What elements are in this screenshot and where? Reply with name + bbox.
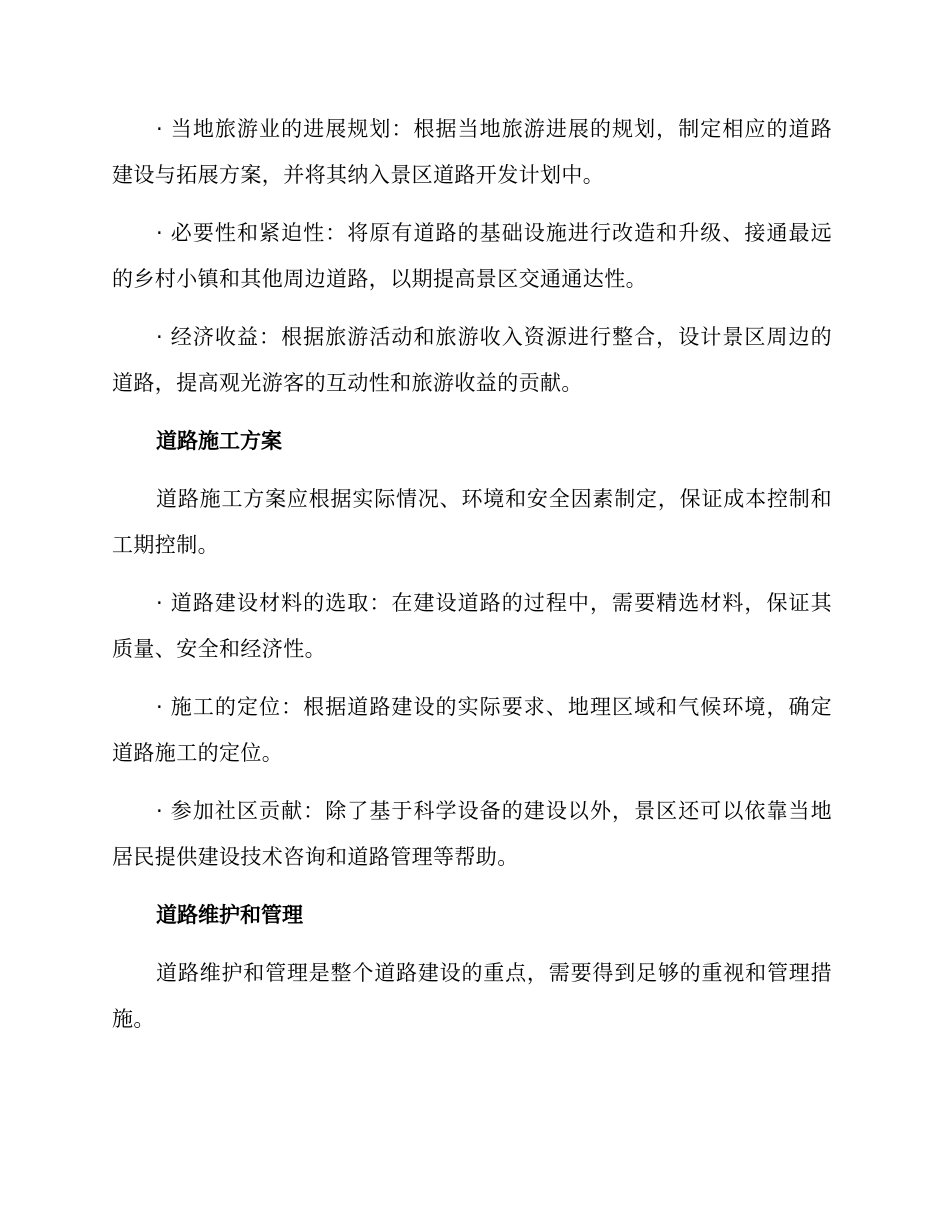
- bullet-paragraph-community-contribution: · 参加社区贡献：除了基于科学设备的建设以外，景区还可以依靠当地居民提供建设技术咨询和道路管理等帮助。: [112, 799, 832, 869]
- paragraph-maintenance-intro: 道路维护和管理是整个道路建设的重点，需要得到足够的重视和管理措施。: [112, 961, 832, 1031]
- document-page: [112, 106, 832, 1054]
- section-heading-construction-plan: 道路施工方案: [156, 429, 282, 453]
- bullet-paragraph-tourism-planning: · 当地旅游业的进展规划：根据当地旅游进展的规划，制定相应的道路建设与拓展方案，并将其纳入景区道路开发计划中。: [112, 117, 832, 187]
- bullet-paragraph-construction-positioning: · 施工的定位：根据道路建设的实际要求、地理区域和气候环境，确定道路施工的定位。: [112, 695, 832, 765]
- bullet-paragraph-economic-benefit: · 经济收益：根据旅游活动和旅游收入资源进行整合，设计景区周边的道路，提高观光游客的互动性和旅游收益的贡献。: [112, 325, 832, 395]
- bullet-paragraph-materials-selection: · 道路建设材料的选取：在建设道路的过程中，需要精选材料，保证其质量、安全和经济性。: [112, 591, 832, 661]
- section-heading-maintenance-management: 道路维护和管理: [156, 903, 303, 927]
- bullet-paragraph-necessity-urgency: · 必要性和紧迫性：将原有道路的基础设施进行改造和升级、接通最远的乡村小镇和其他周边道路，以期提高景区交通通达性。: [112, 221, 832, 291]
- paragraph-construction-plan-intro: 道路施工方案应根据实际情况、环境和安全因素制定，保证成本控制和工期控制。: [112, 487, 832, 557]
